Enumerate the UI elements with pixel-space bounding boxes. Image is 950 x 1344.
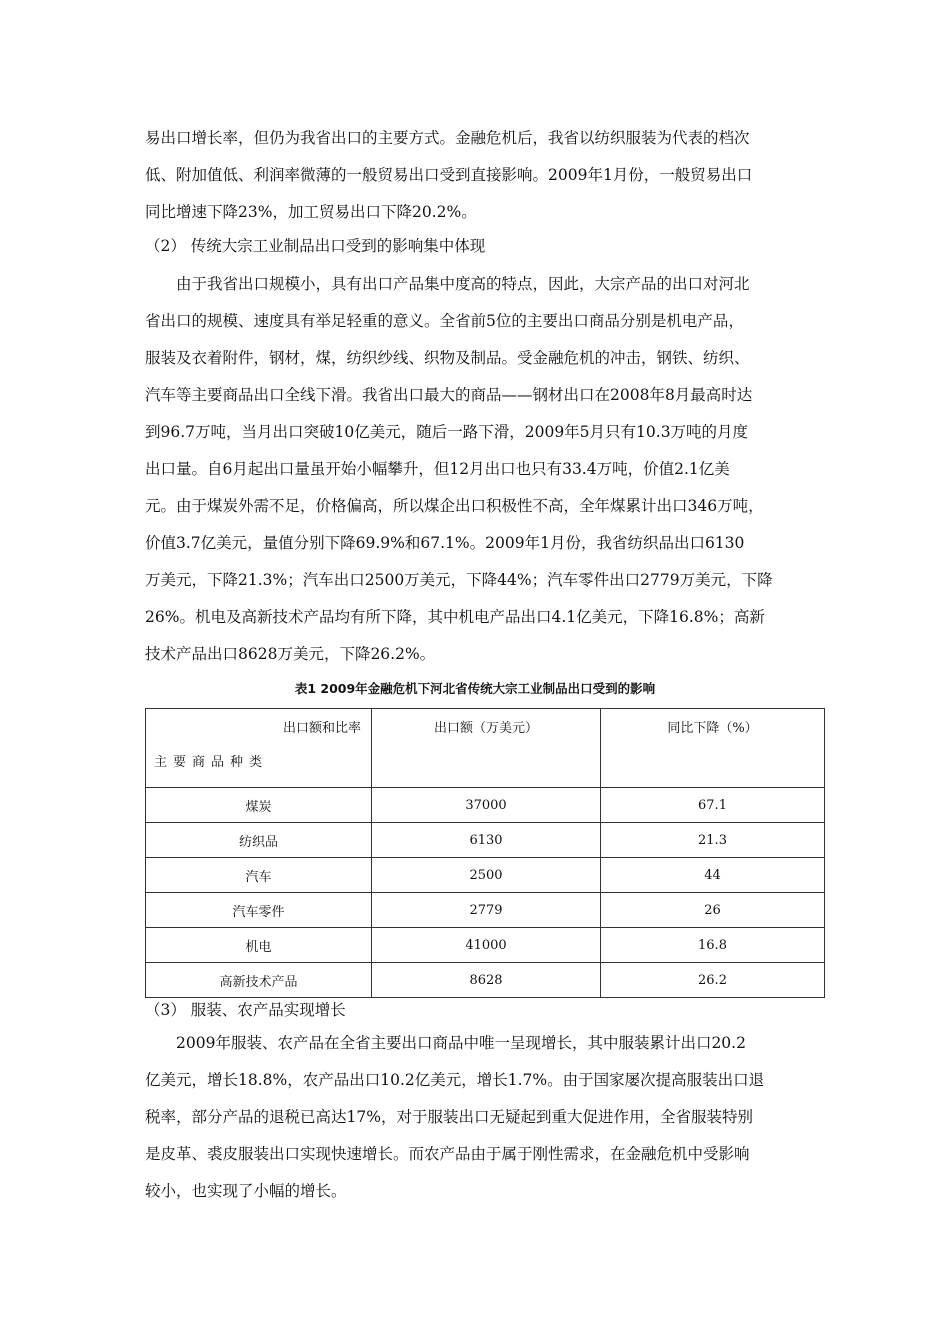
cell-amount: 6130 [372, 823, 601, 858]
paragraph-bulk-products [145, 266, 810, 673]
table-row [146, 788, 825, 823]
cell-name: 煤炭 [146, 788, 372, 823]
text-line: 万美元，下降21.3%；汽车出口2500万美元，下降44%；汽车零件出口2779万美元，下降 [145, 571, 773, 589]
text-line: 26%。机电及高新技术产品均有所下降，其中机电产品出口4.1亿美元，下降16.8%；高新 [145, 608, 765, 626]
cell-amount: 2779 [372, 893, 601, 928]
cell-name: 高新技术产品 [146, 963, 372, 998]
text-line: 是皮革、裘皮服装出口实现快速增长。而农产品由于属于刚性需求，在金融危机中受影响 [145, 1145, 750, 1163]
text-line: 亿美元，增长18.8%，农产品出口10.2亿美元，增长1.7%。由于国家屡次提高服装出口退 [145, 1071, 765, 1089]
text-line: 技术产品出口8628万美元，下降26.2%。 [145, 645, 436, 663]
table-row [146, 893, 825, 928]
cell-name: 机电 [146, 928, 372, 963]
paragraph-trade-mode [145, 120, 810, 231]
cell-name: 纺织品 [146, 823, 372, 858]
text-line: 到96.7万吨，当月出口突破10亿美元，随后一路下滑，2009年5月只有10.3万吨的月度 [145, 423, 749, 441]
cell-name: 汽车零件 [146, 893, 372, 928]
section-heading-2: （2） 传统大宗工业制品出口受到的影响集中体现 [145, 237, 486, 255]
table-row [146, 963, 825, 998]
text-line: 元。由于煤炭外需不足，价格偏高，所以煤企出口积极性不高，全年煤累计出口346万吨， [145, 497, 764, 515]
cell-name: 汽车 [146, 858, 372, 893]
table-caption: 表1 2009年金融危机下河北省传统大宗工业制品出口受到的影响 [294, 681, 656, 696]
text-line: 低、附加值低、利润率微薄的一般贸易出口受到直接影响。2009年1月份，一般贸易出口 [145, 166, 753, 184]
cell-amount: 2500 [372, 858, 601, 893]
cell-decline: 26.2 [601, 963, 825, 998]
cell-decline: 26 [601, 893, 825, 928]
text-line: 2009年服装、农产品在全省主要出口商品中唯一呈现增长，其中服装累计出口20.2 [176, 1034, 746, 1052]
table-row [146, 928, 825, 963]
cell-decline: 44 [601, 858, 825, 893]
text-line: 出口量。自6月起出口量虽开始小幅攀升，但12月出口也只有33.4万吨，价值2.1亿美 [145, 460, 730, 478]
table-row [146, 858, 825, 893]
text-line: 价值3.7亿美元，量值分别下降69.9%和67.1%。2009年1月份，我省纺织品出口6130 [145, 534, 745, 552]
cell-amount: 41000 [372, 928, 601, 963]
section-heading-3: （3） 服装、农产品实现增长 [145, 1001, 346, 1019]
text-line: 同比增速下降23%，加工贸易出口下降20.2%。 [145, 203, 477, 221]
header-metric-label: 出口额和比率 [282, 721, 361, 736]
text-line: 服装及衣着附件，钢材，煤，纺织纱线、织物及制品。受金融危机的冲击，钢铁、纺织、 [145, 349, 750, 367]
text-line: 省出口的规模、速度具有举足轻重的意义。全省前5位的主要出口商品分别是机电产品， [145, 312, 744, 330]
cell-decline: 16.8 [601, 928, 825, 963]
table-row [146, 823, 825, 858]
export-impact-table [145, 708, 825, 998]
cell-amount: 8628 [372, 963, 601, 998]
cell-amount: 37000 [372, 788, 601, 823]
header-amount: 出口额（万美元） [372, 709, 601, 788]
header-decline: 同比下降（%） [601, 709, 825, 788]
text-line: 税率，部分产品的退税已高达17%，对于服装出口无疑起到重大促进作用，全省服装特别 [145, 1108, 753, 1126]
paragraph-growth [145, 1025, 810, 1210]
text-line: 由于我省出口规模小，具有出口产品集中度高的特点，因此，大宗产品的出口对河北 [176, 275, 750, 293]
text-line: 较小，也实现了小幅的增长。 [145, 1182, 347, 1200]
header-category-label: 主要商品种类 [154, 755, 269, 770]
cell-decline: 21.3 [601, 823, 825, 858]
cell-decline: 67.1 [601, 788, 825, 823]
diagonal-header-cell [146, 709, 372, 788]
table-header-row [146, 709, 825, 788]
text-line: 汽车等主要商品出口全线下滑。我省出口最大的商品——钢材出口在2008年8月最高时达 [145, 386, 753, 404]
text-line: 易出口增长率，但仍为我省出口的主要方式。金融危机后，我省以纺织服装为代表的档次 [145, 129, 750, 147]
